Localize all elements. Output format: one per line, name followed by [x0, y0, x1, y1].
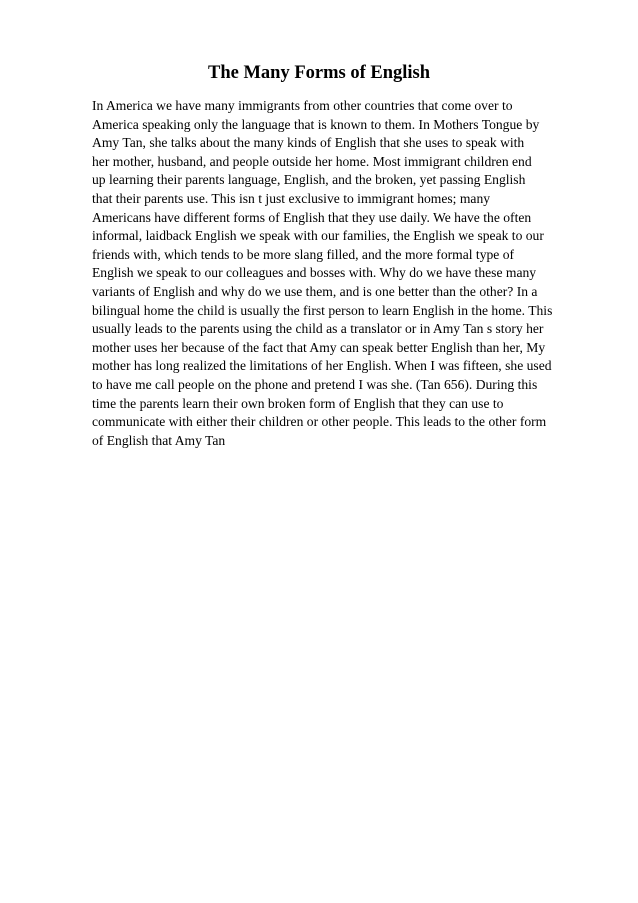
text-line: friends with, which tends to be more slang filled, and the more formal type of: [92, 246, 515, 262]
text-line: mother has long realized the limitations of her English. When I was fifteen, she used: [92, 358, 552, 374]
text-line: mother uses her because of the fact that Amy can speak better English than her, My: [92, 339, 546, 355]
text-line: informal, laidback English we speak with our families, the English we speak to our: [92, 228, 544, 244]
text-line: America speaking only the language that is known to them. In Mothers Tongue by: [92, 116, 540, 132]
text-line: bilingual home the child is usually the first person to learn English in the home. This: [92, 302, 553, 318]
text-line: Amy Tan, she talks about the many kinds of English that she uses to speak with: [92, 135, 525, 151]
text-line: Americans have different forms of English that they use daily. We have the often: [92, 209, 532, 225]
text-line: of English that Amy Tan: [92, 432, 226, 448]
text-line: usually leads to the parents using the child as a translator or in Amy Tan s story her: [92, 321, 544, 337]
text-line: English we speak to our colleagues and bosses with. Why do we have these many: [92, 265, 537, 281]
text-line: time the parents learn their own broken form of English that they can use to: [92, 395, 504, 411]
text-line: communicate with either their children or other people. This leads to the other form: [92, 414, 547, 430]
text-line: up learning their parents language, English, and the broken, yet passing English: [92, 172, 526, 188]
text-line: that their parents use. This isn t just exclusive to immigrant homes; many: [92, 190, 491, 206]
text-line: to have me call people on the phone and pretend I was she. (Tan 656). During this: [92, 376, 538, 392]
document-title: The Many Forms of English: [207, 63, 431, 83]
text-line: In America we have many immigrants from other countries that come over to: [92, 98, 513, 113]
body-paragraph: [92, 97, 602, 450]
text-line: her mother, husband, and people outside her home. Most immigrant children end: [92, 153, 532, 169]
text-line: variants of English and why do we use them, and is one better than the other? In a: [92, 283, 538, 299]
